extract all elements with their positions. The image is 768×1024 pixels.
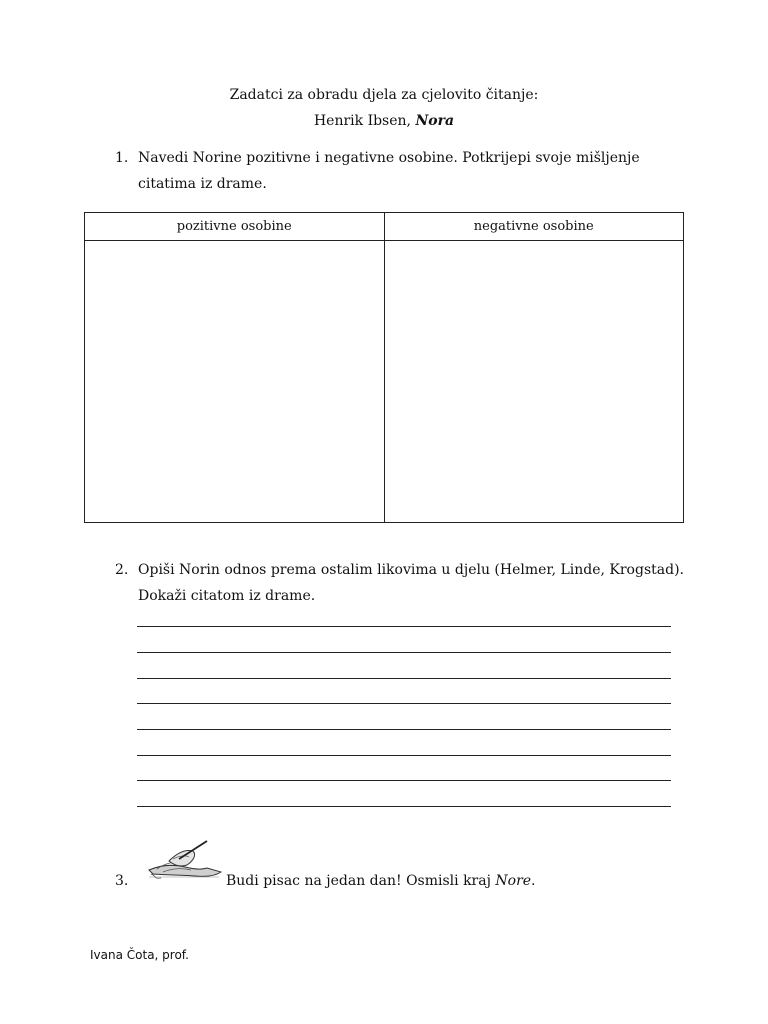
work-subtitle (0, 113, 768, 129)
answer-line[interactable] (137, 678, 671, 679)
question-3-number: 3. (115, 873, 129, 889)
negative-traits-header: negativne osobine (384, 213, 684, 241)
negative-traits-cell[interactable] (384, 241, 684, 523)
question-3-text (226, 873, 536, 889)
question-1-number: 1. (115, 150, 129, 166)
answer-line[interactable] (137, 780, 671, 781)
answer-line[interactable] (137, 703, 671, 704)
question-2-text (138, 557, 698, 609)
question-3-text-main: Budi pisac na jedan dan! Osmisli kraj (226, 873, 496, 889)
author-signature: Ivana Čota, prof. (90, 948, 189, 962)
question-1-text: Navedi Norine pozitivne i negativne osobine. Potkrijepi svoje mišljenje citatima iz drame. (138, 150, 640, 192)
worksheet-title: Zadatci za obradu djela za cjelovito čitanje: (229, 87, 539, 103)
question-3-text-end: . (531, 873, 536, 889)
question-2-line-1: Opiši Norin odnos prema ostalim likovima u djelu (Helmer, Linde, Krogstad). (138, 562, 684, 578)
question-2-number: 2. (115, 562, 129, 578)
positive-traits-header: pozitivne osobine (85, 213, 385, 241)
author-name: Henrik Ibsen, (313, 113, 416, 129)
answer-line[interactable] (137, 806, 671, 807)
answer-line[interactable] (137, 652, 671, 653)
answer-line[interactable] (137, 755, 671, 756)
answer-line[interactable] (137, 626, 671, 627)
pen-writing-hand-icon (143, 839, 227, 881)
question-2-line-2: Dokaži citatom iz drame. (138, 588, 316, 604)
question-3-work-title: Nore (495, 873, 532, 889)
positive-traits-cell[interactable] (85, 241, 385, 523)
answer-line[interactable] (137, 729, 671, 730)
work-title: Nora (415, 113, 455, 129)
traits-table (84, 212, 684, 523)
